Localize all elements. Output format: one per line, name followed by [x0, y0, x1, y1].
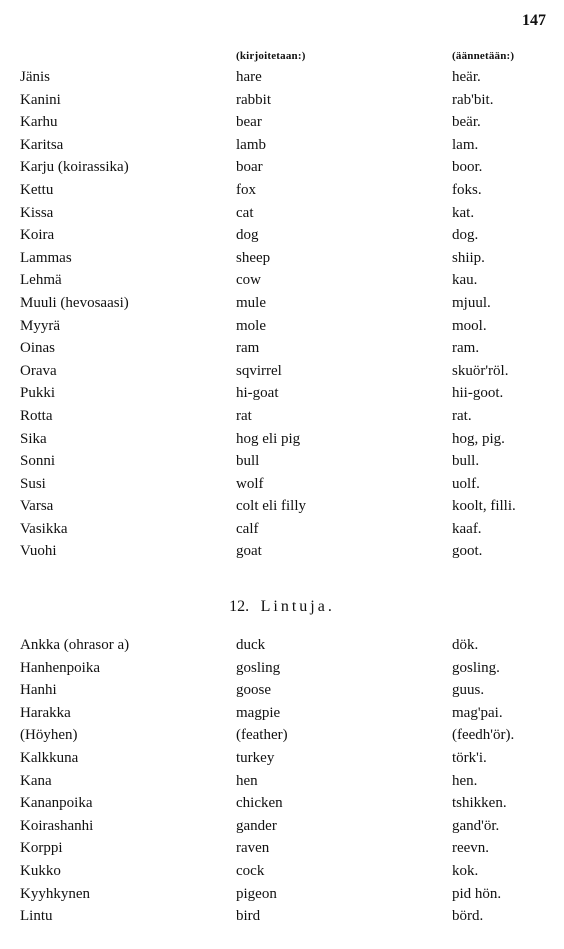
page-number: 147	[522, 12, 546, 29]
vocab-row	[0, 89, 564, 112]
pronunciation: goot.	[452, 543, 483, 560]
vocab-row	[0, 518, 564, 541]
finnish-word: Orava	[20, 362, 57, 379]
vocab-row	[0, 111, 564, 134]
finnish-word: Kukko	[20, 862, 61, 879]
pronunciation: koolt, filli.	[452, 498, 516, 515]
finnish-word: Sonni	[20, 453, 56, 470]
vocab-row	[0, 450, 564, 473]
finnish-word: Susi	[20, 475, 46, 492]
pronunciation: foks.	[452, 181, 482, 198]
pronunciation: beär.	[452, 114, 481, 131]
vocab-row	[0, 473, 564, 496]
vocab-row	[0, 860, 564, 883]
pronunciation: dök.	[452, 637, 479, 653]
finnish-word: Sika	[20, 430, 47, 447]
vocab-row	[0, 724, 564, 747]
vocab-row	[0, 428, 564, 451]
english-word: wolf	[236, 475, 264, 492]
english-word: goose	[236, 682, 271, 699]
finnish-word: Lehmä	[20, 272, 62, 289]
pronunciation: (feedh'ör).	[452, 727, 515, 744]
vocab-row	[0, 224, 564, 247]
finnish-word: Kettu	[20, 181, 54, 198]
pronunciation: hog, pig.	[452, 430, 505, 447]
vocab-row	[0, 337, 564, 360]
vocab-row	[0, 292, 564, 315]
finnish-word: Kyyhkynen	[20, 885, 90, 902]
english-word: lamb	[236, 136, 266, 153]
vocab-row	[0, 679, 564, 702]
vocab-row	[0, 269, 564, 292]
finnish-word: Oinas	[20, 340, 55, 357]
pronunciation: gand'ör.	[452, 817, 500, 834]
english-word: dog	[236, 227, 259, 244]
vocab-row	[0, 883, 564, 906]
english-word: bull	[236, 453, 260, 470]
finnish-word: Karhu	[20, 114, 58, 131]
english-word: sheep	[236, 249, 271, 266]
pronunciation-column-header: (äännetään:)	[452, 50, 515, 62]
pronunciation: uolf.	[452, 475, 480, 492]
english-word: bird	[236, 908, 261, 925]
vocab-row	[0, 360, 564, 383]
finnish-word: Varsa	[20, 498, 54, 515]
pronunciation: börd.	[452, 908, 484, 925]
pronunciation: pid hön.	[452, 885, 502, 902]
english-word: cock	[236, 862, 265, 879]
vocab-row	[0, 815, 564, 838]
english-word: hare	[236, 69, 262, 85]
pronunciation: lam.	[452, 136, 479, 153]
vocab-row	[0, 770, 564, 793]
birds-word-list	[0, 634, 564, 928]
pronunciation: tshikken.	[452, 795, 507, 812]
pronunciation: kok.	[452, 862, 479, 879]
english-column-header: (kirjoitetaan:)	[236, 50, 306, 62]
pronunciation: reevn.	[452, 840, 490, 857]
vocab-row	[0, 634, 564, 657]
finnish-word: Hanhenpoika	[20, 659, 100, 676]
english-word: pigeon	[236, 885, 277, 902]
pronunciation: hen.	[452, 772, 478, 789]
vocab-row	[0, 837, 564, 860]
pronunciation: gosling.	[452, 659, 500, 676]
english-word: turkey	[236, 749, 275, 766]
english-word: mole	[236, 317, 266, 334]
finnish-word: Hanhi	[20, 682, 57, 699]
english-word: hen	[236, 772, 258, 789]
pronunciation: kau.	[452, 272, 478, 289]
pronunciation: mag'pai.	[452, 704, 503, 721]
finnish-word: Karju (koirassika)	[20, 159, 129, 176]
vocab-row	[0, 134, 564, 157]
finnish-word: Jänis	[20, 69, 50, 85]
finnish-word: Rotta	[20, 407, 53, 424]
english-word: hog eli pig	[236, 430, 301, 447]
vocab-row	[0, 179, 564, 202]
section-number: 12.	[229, 598, 250, 615]
finnish-word: (Höyhen)	[20, 727, 78, 744]
english-word: calf	[236, 520, 259, 537]
english-word: gander	[236, 817, 277, 834]
english-word: raven	[236, 840, 270, 857]
english-word: ram	[236, 340, 260, 357]
pronunciation: bull.	[452, 453, 480, 470]
vocab-row	[0, 66, 564, 89]
finnish-word: Kananpoika	[20, 795, 93, 812]
finnish-word: Kanini	[20, 91, 61, 108]
english-word: cat	[236, 204, 254, 221]
english-word: magpie	[236, 704, 281, 721]
vocab-row	[0, 156, 564, 179]
pronunciation: heär.	[452, 69, 481, 85]
vocab-row	[0, 405, 564, 428]
vocab-row	[0, 657, 564, 680]
vocab-row	[0, 702, 564, 725]
vocab-row	[0, 202, 564, 225]
vocab-row	[0, 747, 564, 770]
pronunciation: shiip.	[452, 249, 485, 266]
pronunciation: mool.	[452, 317, 487, 334]
finnish-word: Koira	[20, 227, 55, 244]
pronunciation: kaaf.	[452, 520, 482, 537]
finnish-word: Pukki	[20, 385, 56, 402]
english-word: sqvirrel	[236, 362, 282, 379]
finnish-word: Ankka (ohrasor a)	[20, 637, 130, 653]
pronunciation: dog.	[452, 227, 479, 244]
english-word: duck	[236, 637, 266, 653]
pronunciation: hii-goot.	[452, 385, 504, 402]
finnish-word: Korppi	[20, 840, 63, 857]
english-word: rabbit	[236, 91, 271, 108]
english-word: chicken	[236, 795, 283, 812]
english-word: hi-goat	[236, 385, 279, 402]
finnish-word: Myyrä	[20, 317, 60, 334]
finnish-word: Kana	[20, 772, 52, 789]
finnish-word: Karitsa	[20, 136, 64, 153]
finnish-word: Kalkkuna	[20, 749, 79, 766]
pronunciation: ram.	[452, 340, 480, 357]
section-title: Lintuja.	[260, 598, 335, 615]
english-word: cow	[236, 272, 261, 289]
finnish-word: Lammas	[20, 249, 72, 266]
finnish-word: Kissa	[20, 204, 54, 221]
finnish-word: Vuohi	[20, 543, 57, 560]
finnish-word: Lintu	[20, 908, 53, 925]
english-word: gosling	[236, 659, 281, 676]
pronunciation: mjuul.	[452, 294, 491, 311]
vocab-row	[0, 247, 564, 270]
english-word: mule	[236, 294, 266, 311]
english-word: bear	[236, 114, 262, 131]
vocab-row	[0, 792, 564, 815]
pronunciation: törk'i.	[452, 749, 487, 766]
english-word: boar	[236, 159, 263, 176]
english-word: rat	[236, 407, 252, 424]
section-heading	[0, 598, 564, 616]
vocab-row	[0, 382, 564, 405]
pronunciation: rat.	[452, 407, 472, 424]
pronunciation: kat.	[452, 204, 475, 221]
vocab-row	[0, 540, 564, 563]
vocab-row	[0, 315, 564, 338]
finnish-word: Koirashanhi	[20, 817, 94, 834]
pronunciation: rab'bit.	[452, 91, 494, 108]
english-word: fox	[236, 181, 256, 198]
pronunciation: skuör'röl.	[452, 362, 509, 379]
vocab-row	[0, 905, 564, 928]
english-word: goat	[236, 543, 262, 560]
pronunciation: boor.	[452, 159, 483, 176]
finnish-word: Vasikka	[20, 520, 68, 537]
pronunciation: guus.	[452, 682, 485, 699]
vocab-row	[0, 495, 564, 518]
animals-word-list	[0, 66, 564, 563]
finnish-word: Harakka	[20, 704, 71, 721]
finnish-word: Muuli (hevosaasi)	[20, 294, 129, 311]
english-word: colt eli filly	[236, 498, 306, 515]
english-word: (feather)	[236, 727, 288, 744]
